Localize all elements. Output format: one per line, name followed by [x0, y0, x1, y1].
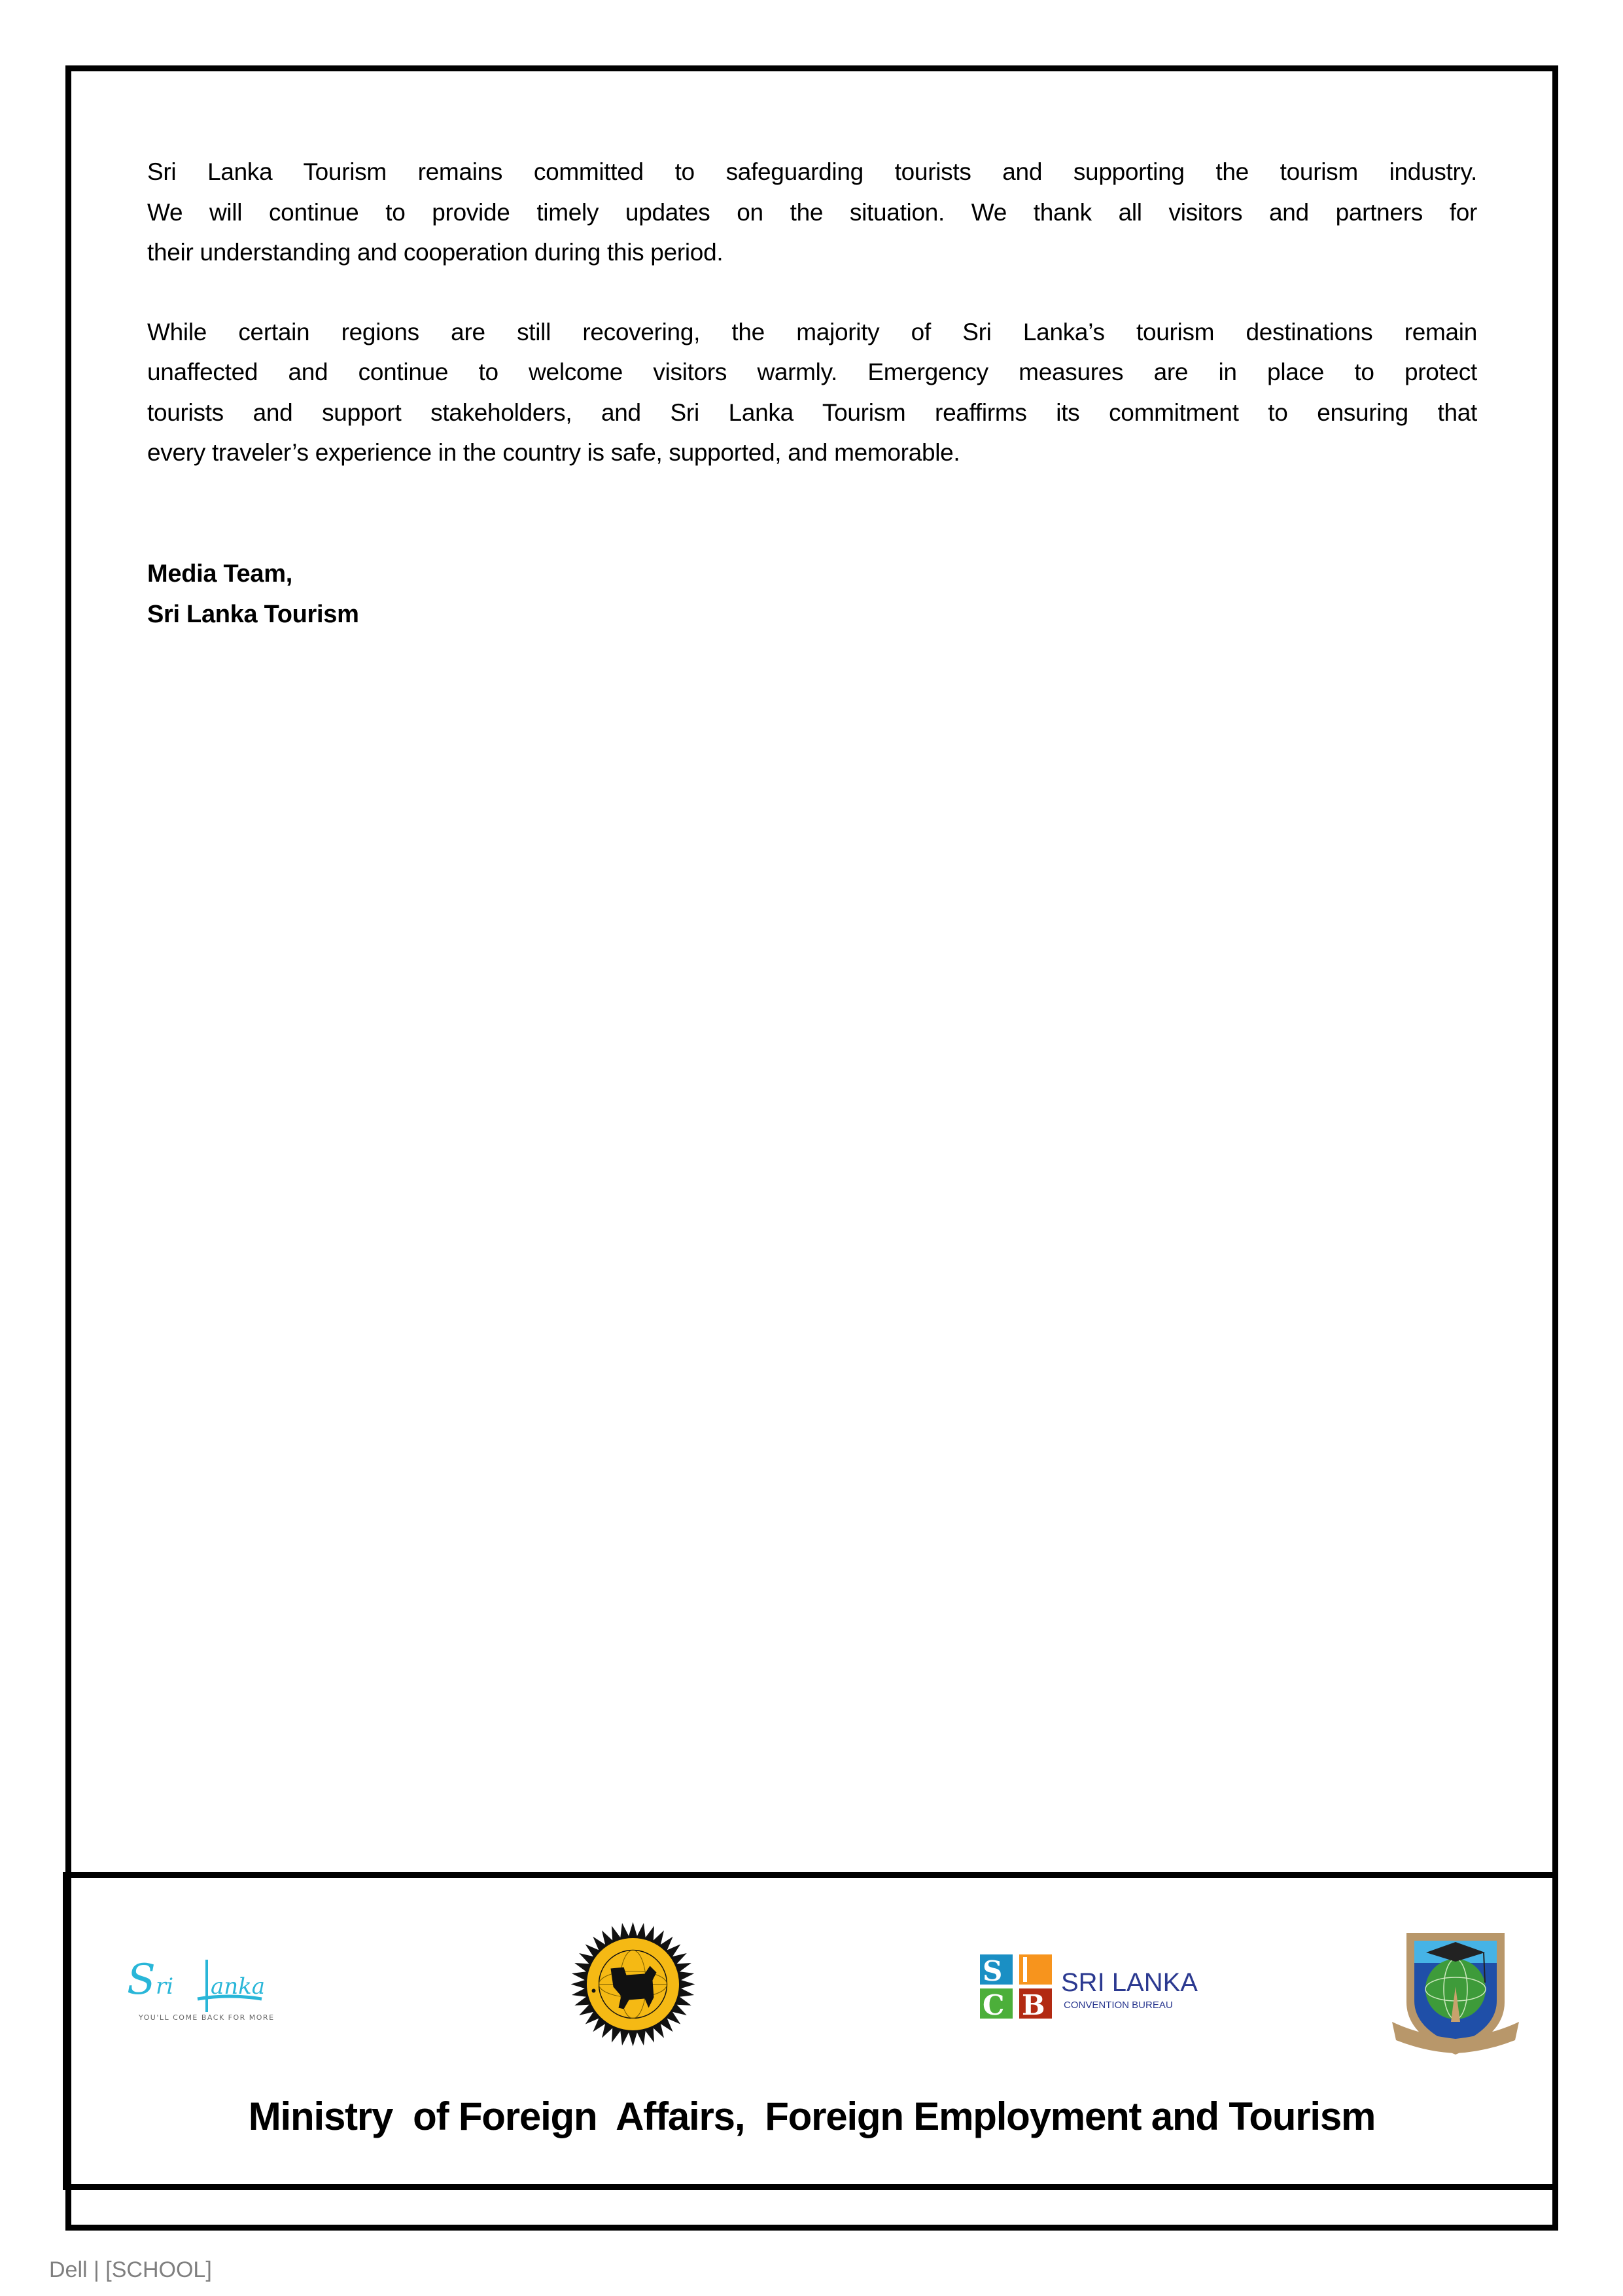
paragraph-line: every traveler’s experience in the country is safe, supported, and memorable.	[147, 439, 960, 466]
slcb-logo	[968, 1947, 1204, 2025]
ministry-title: Ministry of Foreign Affairs, Foreign Employment and Tourism	[248, 2094, 1376, 2138]
page-footer: Dell | [SCHOOL]	[49, 2257, 212, 2282]
signature-team: Media Team,	[147, 560, 292, 588]
paragraph-line: We will continue to provide timely updates on the situation. We thank all visitors and partners for	[147, 198, 1477, 226]
svg-text:anka: anka	[211, 1973, 266, 2000]
svg-text:S: S	[127, 1956, 156, 2004]
svg-text:S: S	[983, 1955, 1003, 1987]
signature-org: Sri Lanka Tourism	[147, 601, 359, 628]
hospitality-crest-logo	[1387, 1924, 1524, 2061]
signature	[147, 554, 359, 635]
body-text	[147, 152, 1477, 473]
paragraph-line: While certain regions are still recovering, the majority of Sri Lanka’s tourism destinations remain	[147, 318, 1477, 345]
paragraph-line: unaffected and continue to welcome visitors warmly. Emergency measures are in place to protect	[147, 359, 1477, 385]
svg-text:SRI LANKA: SRI LANKA	[1061, 1968, 1198, 1997]
paragraph-line: tourists and support stakeholders, and Sri Lanka Tourism reaffirms its commitment to ensuring that	[147, 398, 1477, 426]
svg-text:YOU'LL COME BACK FOR MORE: YOU'LL COME BACK FOR MORE	[139, 2013, 275, 2022]
paragraph-line: Sri Lanka Tourism remains committed to safeguarding tourists and supporting the tourism industry.	[147, 158, 1477, 185]
sri-lanka-logo	[124, 1947, 294, 2025]
paragraph-1	[147, 152, 1477, 273]
svg-text:B: B	[1022, 1989, 1045, 2021]
svg-text:ri: ri	[156, 1973, 174, 2000]
paragraph-line: their understanding and cooperation during this period.	[147, 239, 724, 266]
svg-text:C: C	[983, 1989, 1005, 2021]
svg-text:CONVENTION BUREAU: CONVENTION BUREAU	[1064, 2000, 1173, 2011]
sltda-seal-logo	[569, 1920, 697, 2048]
paragraph-2	[147, 312, 1477, 473]
